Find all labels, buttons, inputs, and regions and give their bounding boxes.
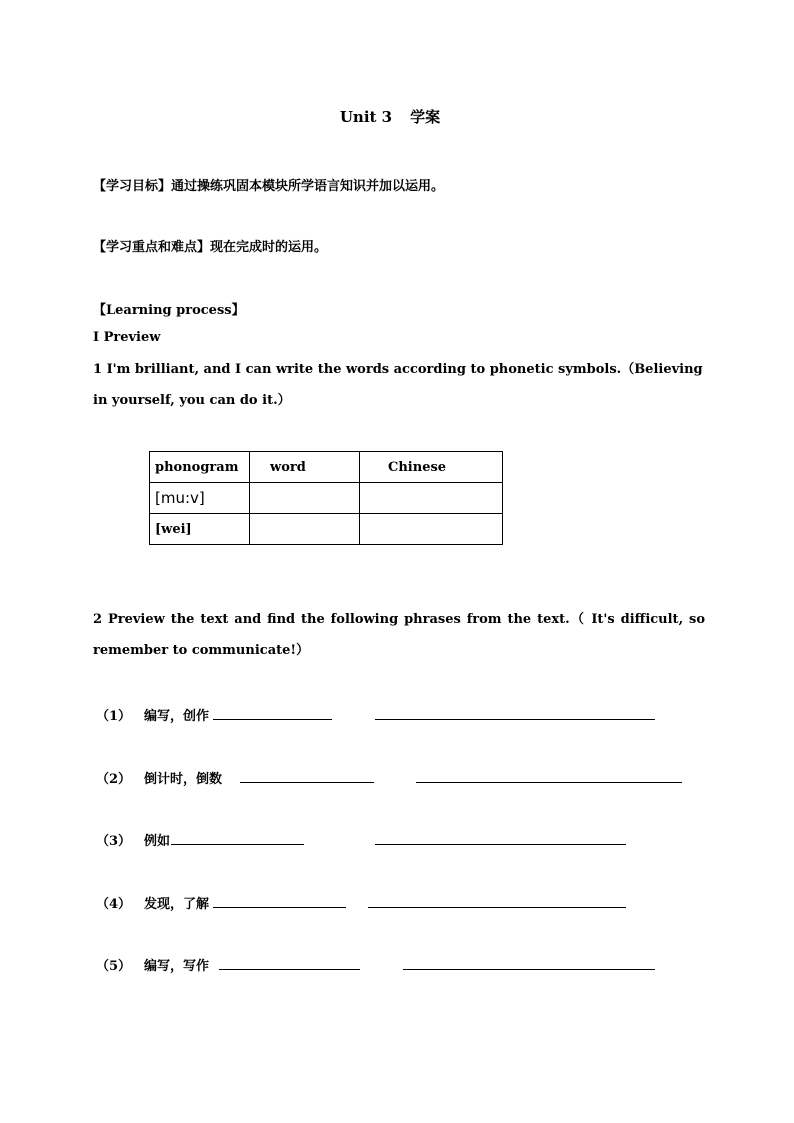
exercise-prompt: 倒计时，倒数 <box>144 772 223 787</box>
answer-blank[interactable] <box>375 844 626 845</box>
key-points: 【学习重点和难点】现在完成时的运用。 <box>93 240 328 255</box>
exercise-prompt: 发现，了解 <box>144 897 210 912</box>
exercise-item <box>96 830 696 850</box>
answer-blank[interactable] <box>219 969 360 970</box>
table-cell-word[interactable] <box>250 483 360 514</box>
answer-blank[interactable] <box>213 907 346 908</box>
page-title <box>0 106 780 127</box>
table-header-word: word <box>250 452 360 483</box>
task-2-instruction: 2 Preview the text and find the following phrases from the text.（ It's difficult, so remember to communicate!） <box>93 612 705 658</box>
answer-blank[interactable] <box>416 782 682 783</box>
exercise-prompt: 例如 <box>144 834 171 849</box>
task-1-instruction: 1 I'm brilliant, and I can write the words according to phonetic symbols.（Believing in yourself, you can do it.） <box>93 362 703 408</box>
table-cell-word[interactable] <box>250 514 360 545</box>
table-cell-chinese[interactable] <box>360 483 503 514</box>
table-header-chinese: Chinese <box>360 452 503 483</box>
title-name: 学案 <box>410 108 441 126</box>
exercise-number: （4） <box>96 897 132 912</box>
exercise-number: （2） <box>96 772 132 787</box>
exercise-number: （1） <box>96 709 132 724</box>
exercise-number: （3） <box>96 834 132 849</box>
table-row <box>150 514 503 545</box>
answer-blank[interactable] <box>368 907 626 908</box>
unit-label: Unit 3 <box>339 108 393 126</box>
exercise-prompt: 编写，创作 <box>144 709 210 724</box>
exercise-number: （5） <box>96 959 132 974</box>
table-cell-phonogram: [wei] <box>150 514 250 545</box>
answer-blank[interactable] <box>240 782 374 783</box>
answer-blank[interactable] <box>375 719 655 720</box>
exercise-item <box>96 705 696 725</box>
table-header-phonogram: phonogram <box>150 452 250 483</box>
table-header-row <box>150 452 503 483</box>
exercise-prompt: 编写，写作 <box>144 959 210 974</box>
section-heading: 【Learning process】 <box>93 303 245 318</box>
answer-blank[interactable] <box>403 969 655 970</box>
exercise-item <box>96 768 696 788</box>
table-row <box>150 483 503 514</box>
answer-blank[interactable] <box>213 719 332 720</box>
table-cell-chinese[interactable] <box>360 514 503 545</box>
phonogram-table <box>149 451 503 545</box>
preview-label: Ⅰ Preview <box>93 330 161 345</box>
answer-blank[interactable] <box>171 844 304 845</box>
exercise-item <box>96 893 696 913</box>
table-cell-phonogram: [mu:v] <box>150 483 250 514</box>
learning-objective: 【学习目标】通过操练巩固本模块所学语言知识并加以运用。 <box>93 179 445 194</box>
exercise-item <box>96 955 696 975</box>
